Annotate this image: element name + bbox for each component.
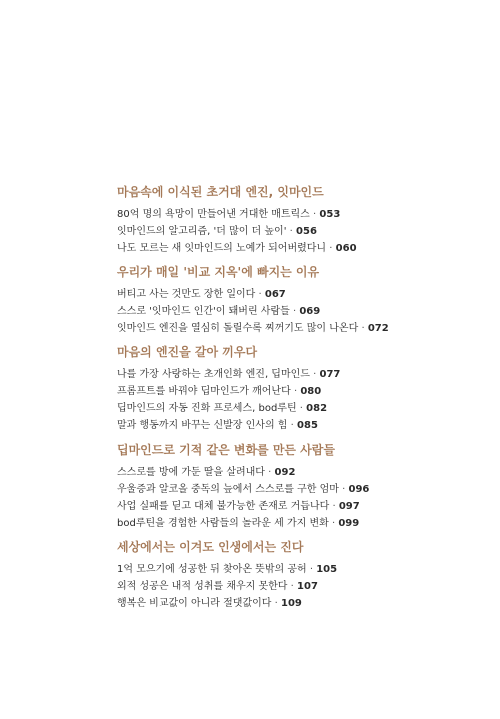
- entry-page-number: 053: [319, 209, 341, 220]
- toc-entry: [117, 206, 487, 223]
- entry-separator: ·: [268, 467, 272, 478]
- entry-page-number: 085: [297, 420, 318, 431]
- entry-separator: ·: [289, 226, 293, 237]
- entry-page-number: 056: [296, 226, 317, 237]
- chapter-1: [117, 184, 487, 257]
- entry-title: 잇마인드 엔진을 열심히 돌릴수록 찌꺼기도 많이 나온다: [117, 323, 359, 334]
- entry-separator: ·: [290, 581, 294, 592]
- toc-entry: [117, 320, 487, 337]
- toc-entry: [117, 240, 487, 257]
- toc-entry: [117, 578, 487, 595]
- entry-separator: ·: [299, 403, 303, 414]
- entry-title: 말과 행동까지 바꾸는 신발장 인사의 힘: [117, 420, 288, 431]
- entry-title: 사업 실패를 딛고 대체 불가능한 존재로 거듭나다: [117, 501, 330, 512]
- entry-page-number: 082: [306, 403, 328, 414]
- entry-page-number: 097: [338, 501, 360, 512]
- entry-separator: ·: [309, 564, 314, 575]
- entry-separator: ·: [329, 243, 333, 254]
- chapter-5: [117, 539, 487, 612]
- chapter-title: 마음의 엔진을 갈아 끼우다: [117, 345, 258, 359]
- entry-page-number: 096: [348, 484, 370, 495]
- toc-entry: [117, 223, 487, 240]
- entry-title: 나도 모르는 새 잇마인드의 노예가 되어버렸다니: [117, 243, 327, 254]
- entry-title: 프롬프트를 바꿔야 딥마인드가 깨어난다: [117, 386, 291, 397]
- entry-page-number: 092: [274, 467, 296, 478]
- chapter-title: 마음속에 이식된 초거대 엔진, 잇마인드: [117, 185, 324, 199]
- entry-page-number: 109: [281, 598, 302, 609]
- chapter-title: 딥마인드로 기적 같은 변화를 만든 사람들: [117, 443, 335, 457]
- entry-page-number: 060: [335, 243, 357, 254]
- entry-page-number: 099: [338, 518, 360, 529]
- entry-title: 스스로 '잇마인드 인간'이 돼버린 사람들: [117, 306, 290, 317]
- entry-title: 외적 성공은 내적 성취를 채우지 못한다: [117, 581, 288, 592]
- toc-entry: [117, 286, 487, 303]
- entry-page-number: 080: [300, 386, 322, 397]
- toc-entry: [117, 515, 487, 532]
- entry-title: bod루틴을 경험한 사람들의 놀라운 세 가지 변화: [117, 518, 329, 529]
- entry-separator: ·: [313, 369, 317, 380]
- chapter-3: [117, 344, 487, 434]
- entry-title: 1억 모으기에 성공한 뒤 찾아온 뜻밖의 공허: [117, 564, 307, 575]
- entry-separator: ·: [293, 386, 298, 397]
- entry-title: 딥마인드의 자동 진화 프로세스, bod루틴: [117, 403, 297, 414]
- entry-separator: ·: [361, 323, 365, 334]
- entry-separator: ·: [290, 420, 294, 431]
- chapter-4: [117, 442, 487, 532]
- entry-separator: ·: [258, 289, 262, 300]
- entry-page-number: 105: [316, 564, 338, 575]
- toc-entry: [117, 595, 487, 612]
- entry-page-number: 072: [367, 323, 389, 334]
- entry-title: 행복은 비교값이 아니라 절댓값이다: [117, 598, 272, 609]
- entry-separator: ·: [274, 598, 278, 609]
- entry-title: 우울증과 알코올 중독의 늪에서 스스로를 구한 엄마: [117, 484, 339, 495]
- chapter-title: 세상에서는 이겨도 인생에서는 진다: [117, 540, 304, 554]
- toc-entry: [117, 464, 487, 481]
- toc-entry: [117, 417, 487, 434]
- entry-title: 나를 가장 사랑하는 초개인화 엔진, 딥마인드: [117, 369, 310, 380]
- toc-entry: [117, 400, 487, 417]
- chapter-title: 우리가 매일 '비교 지옥'에 빠지는 이유: [117, 265, 320, 279]
- toc-entry: [117, 481, 487, 498]
- entry-page-number: 107: [297, 581, 318, 592]
- entry-page-number: 067: [264, 289, 286, 300]
- entry-title: 버티고 사는 것만도 장한 일이다: [117, 289, 256, 300]
- toc-entry: [117, 561, 487, 578]
- entry-title: 80억 명의 욕망이 만들어낸 거대한 매트릭스: [117, 209, 310, 220]
- entry-separator: ·: [313, 209, 317, 220]
- entry-separator: ·: [331, 518, 336, 529]
- toc-entry: [117, 366, 487, 383]
- entry-page-number: 069: [299, 306, 321, 317]
- toc-entry: [117, 303, 487, 320]
- entry-separator: ·: [332, 501, 336, 512]
- entry-title: 스스로를 방에 가둔 딸을 살려내다: [117, 467, 265, 478]
- toc-entry: [117, 383, 487, 400]
- entry-page-number: 077: [319, 369, 341, 380]
- toc-entry: [117, 498, 487, 515]
- entry-title: 잇마인드의 알고리즘, '더 많이 더 높이': [117, 226, 287, 237]
- entry-separator: ·: [292, 306, 297, 317]
- chapter-2: [117, 264, 487, 337]
- entry-separator: ·: [342, 484, 346, 495]
